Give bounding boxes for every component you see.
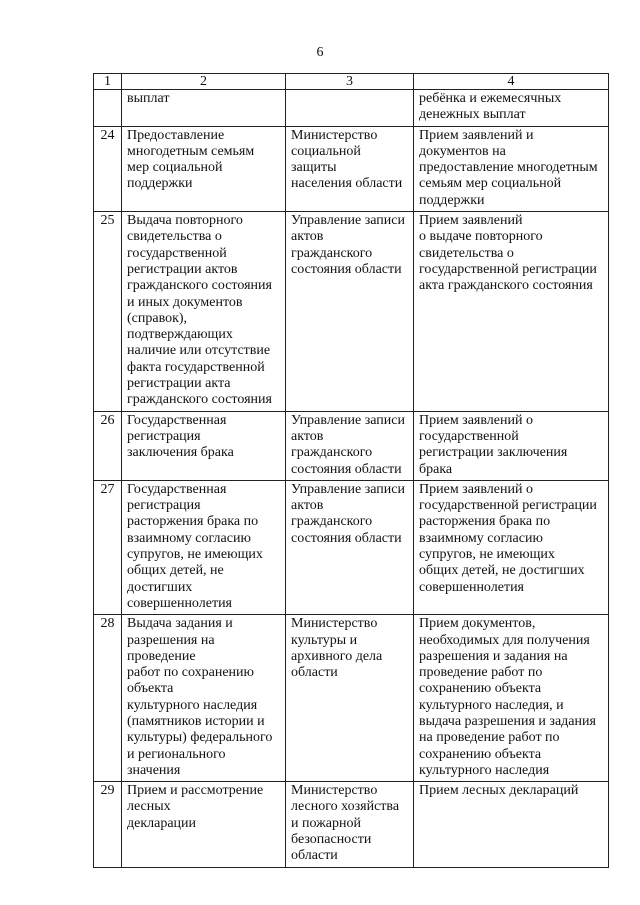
service-content-cell: Прием заявлений о выдаче повторного свидетельства о государственной регистрации акта гражданского состояния [414, 212, 609, 412]
page-number: 6 [316, 45, 324, 60]
row-number-cell: 25 [94, 212, 122, 412]
agency-cell: Министерство культуры и архивного дела области [286, 615, 414, 782]
service-name-cell: Предоставление многодетным семьям мер социальной поддержки [122, 126, 286, 211]
service-content-cell: Прием заявлений о государственной регистрации расторжения брака по взаимному согласию супругов, не имеющих общих детей, не достигших совершеннолетия [414, 480, 609, 614]
service-content-cell: Прием заявлений и документов на предоставление многодетным семьям мер социальной поддержки [414, 126, 609, 211]
header-cell-col2: 2 [122, 74, 286, 90]
agency-cell [286, 90, 414, 127]
services-table-body [94, 74, 609, 868]
header-cell-col1: 1 [94, 74, 122, 90]
services-table [93, 73, 609, 868]
table-row [94, 615, 609, 782]
header-cell-col3: 3 [286, 74, 414, 90]
agency-cell: Управление записи актов гражданского состояния области [286, 411, 414, 480]
table-row [94, 411, 609, 480]
agency-cell: Управление записи актов гражданского состояния области [286, 212, 414, 412]
agency-cell: Министерство лесного хозяйства и пожарной безопасности области [286, 782, 414, 867]
service-content-cell: Прием лесных деклараций [414, 782, 609, 867]
table-row [94, 782, 609, 867]
service-name-cell: Государственная регистрация заключения брака [122, 411, 286, 480]
agency-cell: Министерство социальной защиты населения области [286, 126, 414, 211]
table-row [94, 126, 609, 211]
service-content-cell: Прием документов, необходимых для получения разрешения и задания на проведение работ по сохранению объекта культурного наследия, и выдача разрешения и задания на проведение работ по сохранению объекта культурного наследия [414, 615, 609, 782]
table-row [94, 90, 609, 127]
row-number-cell: 24 [94, 126, 122, 211]
table-row [94, 212, 609, 412]
service-name-cell: выплат [122, 90, 286, 127]
service-content-cell: ребёнка и ежемесячных денежных выплат [414, 90, 609, 127]
table-row [94, 480, 609, 614]
header-cell-col4: 4 [414, 74, 609, 90]
row-number-cell: 29 [94, 782, 122, 867]
service-name-cell: Прием и рассмотрение лесных декларации [122, 782, 286, 867]
agency-cell: Управление записи актов гражданского состояния области [286, 480, 414, 614]
service-name-cell: Выдача задания и разрешения на проведение работ по сохранению объекта культурного наследия (памятников истории и культуры) федерального и регионального значения [122, 615, 286, 782]
row-number-cell: 26 [94, 411, 122, 480]
service-name-cell: Государственная регистрация расторжения брака по взаимному согласию супругов, не имеющих общих детей, не достигших совершеннолетия [122, 480, 286, 614]
row-number-cell: 27 [94, 480, 122, 614]
row-number-cell: 28 [94, 615, 122, 782]
row-number-cell [94, 90, 122, 127]
table-header-row [94, 74, 609, 90]
service-name-cell: Выдача повторного свидетельства о государственной регистрации актов гражданского состояния и иных документов (справок), подтверждающих наличие или отсутствие факта государственной регистрации акта гражданского состояния [122, 212, 286, 412]
service-content-cell: Прием заявлений о государственной регистрации заключения брака [414, 411, 609, 480]
